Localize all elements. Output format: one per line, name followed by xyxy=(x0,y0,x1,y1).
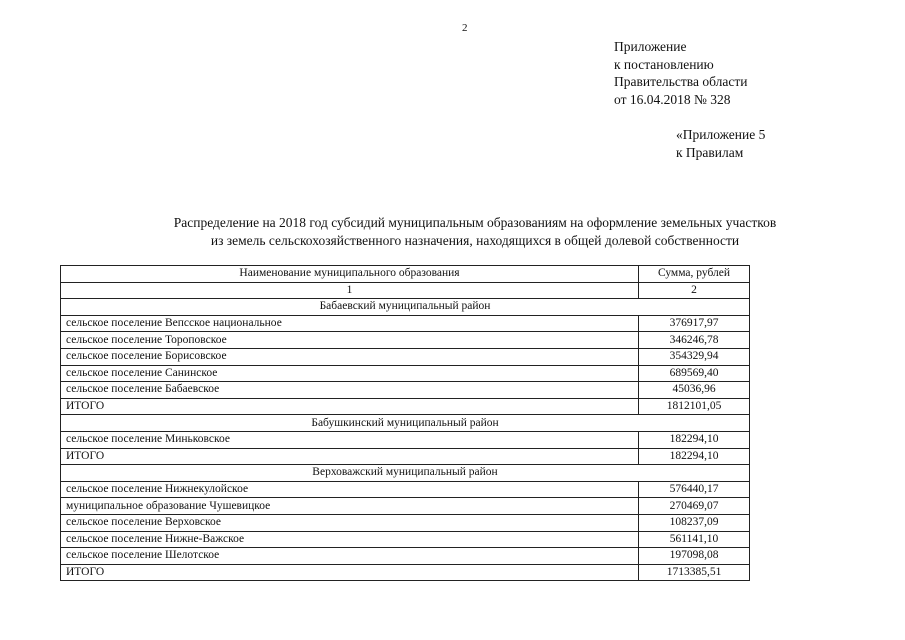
settlement-sum: 376917,97 xyxy=(639,315,750,332)
settlement-sum: 108237,09 xyxy=(639,514,750,531)
settlement-name: сельское поселение Нижне-Важское xyxy=(61,531,639,548)
total-row xyxy=(61,448,750,465)
settlement-name: сельское поселение Бабаевское xyxy=(61,382,639,399)
appendix-line: Правительства области xyxy=(614,74,748,89)
total-sum: 1713385,51 xyxy=(639,564,750,581)
table-row xyxy=(61,548,750,565)
appendix-line: к постановлению xyxy=(614,56,714,72)
table-row xyxy=(61,315,750,332)
total-label: ИТОГО xyxy=(61,398,639,415)
appendix-rules-line: к Правилам xyxy=(676,144,744,160)
column-number-2: 2 xyxy=(639,282,750,299)
appendix-header xyxy=(614,38,747,108)
appendix-rules-line: «Приложение 5 xyxy=(676,127,766,142)
table-row xyxy=(61,332,750,349)
table-row xyxy=(61,431,750,448)
total-row xyxy=(61,564,750,581)
title-line-2: из земель сельскохозяйственного назначения, находящихся в общей долевой собственности xyxy=(210,233,740,248)
column-number-1: 1 xyxy=(61,282,639,299)
total-sum: 1812101,05 xyxy=(639,398,750,415)
table-row xyxy=(61,365,750,382)
settlement-name: сельское поселение Миньковское xyxy=(61,431,639,448)
table-row xyxy=(61,382,750,399)
settlement-name: муниципальное образование Чушевицкое xyxy=(61,498,639,515)
subsidy-table xyxy=(60,265,750,581)
district-row xyxy=(61,415,750,432)
document-title xyxy=(60,214,890,250)
title-line-1: Распределение на 2018 год субсидий муниципальным образованиям на оформление земельных участков xyxy=(173,215,777,230)
settlement-name: сельское поселение Нижнекулойское xyxy=(61,481,639,498)
settlement-sum: 182294,10 xyxy=(639,431,750,448)
settlement-sum: 270469,07 xyxy=(639,498,750,515)
settlement-sum: 197098,08 xyxy=(639,548,750,565)
table-row xyxy=(61,481,750,498)
settlement-sum: 354329,94 xyxy=(639,348,750,365)
header-sum: Сумма, рублей xyxy=(639,266,750,283)
district-row xyxy=(61,465,750,482)
total-sum: 182294,10 xyxy=(639,448,750,465)
settlement-name: сельское поселение Верховское xyxy=(61,514,639,531)
table-row xyxy=(61,531,750,548)
header-name: Наименование муниципального образования xyxy=(61,266,639,283)
settlement-name: сельское поселение Борисовское xyxy=(61,348,639,365)
settlement-sum: 346246,78 xyxy=(639,332,750,349)
total-label: ИТОГО xyxy=(61,448,639,465)
appendix-line: Приложение xyxy=(614,39,687,54)
district-row xyxy=(61,299,750,316)
settlement-name: сельское поселение Вепсское национальное xyxy=(61,315,639,332)
appendix-rules-header xyxy=(676,126,765,161)
table-header-row xyxy=(61,266,750,283)
column-number-row xyxy=(61,282,750,299)
settlement-name: сельское поселение Шелотское xyxy=(61,548,639,565)
table-row xyxy=(61,348,750,365)
appendix-line: от 16.04.2018 № 328 xyxy=(614,91,731,107)
settlement-sum: 45036,96 xyxy=(639,382,750,399)
total-row xyxy=(61,398,750,415)
district-name: Бабушкинский муниципальный район xyxy=(61,415,750,432)
settlement-sum: 561141,10 xyxy=(639,531,750,548)
table-row xyxy=(61,514,750,531)
settlement-name: сельское поселение Тороповское xyxy=(61,332,639,349)
page-number: 2 xyxy=(462,22,468,34)
settlement-sum: 576440,17 xyxy=(639,481,750,498)
settlement-sum: 689569,40 xyxy=(639,365,750,382)
district-name: Верховажский муниципальный район xyxy=(61,465,750,482)
table-row xyxy=(61,498,750,515)
settlement-name: сельское поселение Санинское xyxy=(61,365,639,382)
district-name: Бабаевский муниципальный район xyxy=(61,299,750,316)
total-label: ИТОГО xyxy=(61,564,639,581)
